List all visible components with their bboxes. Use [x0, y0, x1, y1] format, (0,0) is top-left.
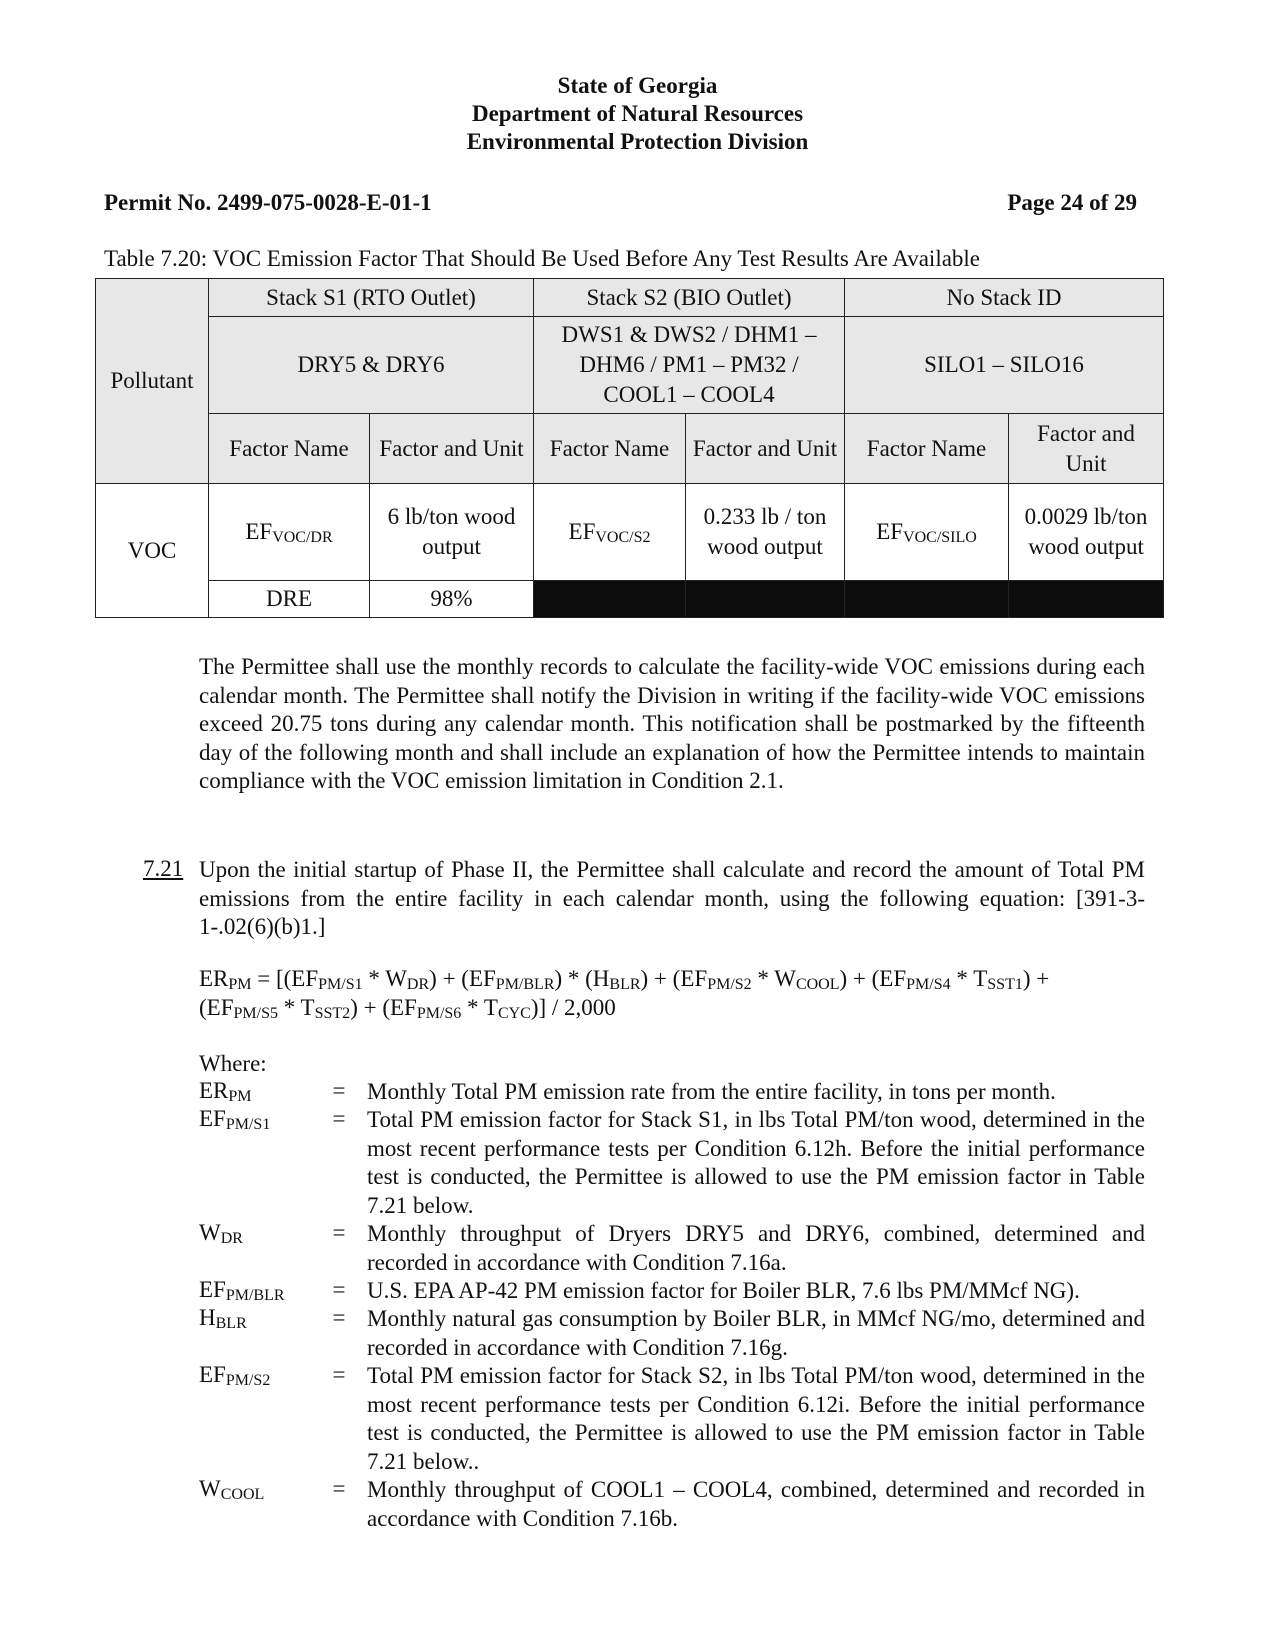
header-department: Department of Natural Resources: [471, 101, 804, 126]
equals-sign: =: [332, 1106, 346, 1131]
definition-text: Monthly Total PM emission rate from the entire facility, in tons per month.: [367, 1079, 1056, 1104]
equals-sign: =: [332, 1078, 346, 1103]
header-state: State of Georgia: [557, 73, 718, 98]
equals-sign: =: [332, 1220, 346, 1245]
factor-unit-header: Factor and Unit: [686, 414, 845, 484]
stack-s1-sources: DRY5 & DRY6: [209, 317, 534, 414]
permit-number: Permit No. 2499-075-0028-E-01-1: [104, 190, 432, 215]
factor-name-header: Factor Name: [209, 414, 370, 484]
definition-text: Total PM emission factor for Stack S2, in lbs Total PM/ton wood, determined in the most recent performance tests per Condition 6.12i. Before the initial performance test is conducted, the Permittee is allowed to use the PM emission factor in Table 7.21 below..: [367, 1363, 1145, 1474]
definition-term: $W_{DR}$: [199, 1220, 243, 1247]
voc-emission-table: [95, 278, 1164, 618]
definition-term: $EF_{PM/S1}$: [199, 1106, 271, 1133]
equals-sign: =: [332, 1305, 346, 1330]
condition-number: 7.21: [143, 856, 184, 881]
dre-value: 98%: [370, 581, 534, 618]
voc-notification-paragraph: The Permittee shall use the monthly records to calculate the facility-wide VOC emissions during each calendar month. The Permittee shall notify the Division in writing if the facility-wide VOC emissions exceed 20.75 tons during any calendar month. This notification shall be postmarked by the fifteenth day of the following month and shall include an explanation of how the Permittee intends to maintain compliance with the VOC emission limitation in Condition 2.1.: [199, 654, 1145, 794]
definition-term: $W_{COOL}$: [199, 1476, 265, 1503]
definition-term: $EF_{PM/S2}$: [199, 1362, 271, 1389]
s1-factor-value: 6 lb/ton wood output: [370, 484, 534, 581]
header-division: Environmental Protection Division: [466, 129, 809, 154]
factor-unit-header: Factor and Unit: [1009, 414, 1164, 484]
s1-factor-name: $EF_{VOC/DR}$: [209, 484, 370, 581]
definition-term: $EF_{PM/BLR}$: [199, 1277, 285, 1304]
stack-s1-header: Stack S1 (RTO Outlet): [209, 279, 534, 317]
stack-s2-sources: DWS1 & DWS2 / DHM1 – DHM6 / PM1 – PM32 / COOL1 – COOL4: [534, 317, 845, 414]
pollutant-header: Pollutant: [96, 279, 209, 484]
factor-unit-header: Factor and Unit: [370, 414, 534, 484]
definition-text: Total PM emission factor for Stack S1, in lbs Total PM/ton wood, determined in the most recent performance tests per Condition 6.12h. Before the initial performance test is conducted, the Permittee is allowed to use the PM emission factor in Table 7.21 below.: [367, 1107, 1145, 1218]
s2-factor-value: 0.233 lb / ton wood output: [686, 484, 845, 581]
dre-label: DRE: [209, 581, 370, 618]
s2-factor-name: $EF_{VOC/S2}$: [534, 484, 686, 581]
factor-name-header: Factor Name: [534, 414, 686, 484]
equals-sign: =: [332, 1362, 346, 1387]
where-label: Where:: [199, 1051, 267, 1076]
s3-factor-name: $EF_{VOC/SILO}$: [845, 484, 1009, 581]
table-caption: Table 7.20: VOC Emission Factor That Should Be Used Before Any Test Results Are Available: [104, 246, 981, 271]
equals-sign: =: [332, 1476, 346, 1501]
equation-line-1: $ER_{PM} = [(EF_{PM/S1} * W_{DR}) + (EF_{PM/BLR}) * (H_{BLR}) + (EF_{PM/S2} * W_{COOL}) + (EF_{PM/S4} * T_{SST1})$ +: [199, 966, 1050, 993]
blacked-out-cell: [686, 581, 845, 618]
condition-text: Upon the initial startup of Phase II, the Permittee shall calculate and record the amount of Total PM emissions from the entire facility in each calendar month, using the following equation: [391-3-1-.02(6)(b)1.]: [199, 857, 1145, 940]
no-stack-sources: SILO1 – SILO16: [845, 317, 1164, 414]
definition-text: U.S. EPA AP-42 PM emission factor for Boiler BLR, 7.6 lbs PM/MMcf NG).: [367, 1278, 1080, 1303]
factor-name-header: Factor Name: [845, 414, 1009, 484]
stack-s2-header: Stack S2 (BIO Outlet): [534, 279, 845, 317]
s3-factor-value: 0.0029 lb/ton wood output: [1009, 484, 1164, 581]
page-number: Page 24 of 29: [1007, 190, 1137, 215]
equals-sign: =: [332, 1277, 346, 1302]
definition-text: Monthly natural gas consumption by Boiler BLR, in MMcf NG/mo, determined and recorded in accordance with Condition 7.16g.: [367, 1306, 1145, 1360]
pollutant-voc: VOC: [96, 484, 209, 618]
definition-text: Monthly throughput of COOL1 – COOL4, combined, determined and recorded in accordance with Condition 7.16b.: [367, 1477, 1145, 1531]
equation-line-2: $(EF_{PM/S5} * T_{SST2}) + (EF_{PM/S6} * T_{CYC})] / 2,000$: [199, 995, 616, 1022]
definition-term: $H_{BLR}$: [199, 1305, 247, 1332]
blacked-out-cell: [1009, 581, 1164, 618]
blacked-out-cell: [534, 581, 686, 618]
definition-text: Monthly throughput of Dryers DRY5 and DRY6, combined, determined and recorded in accordance with Condition 7.16a.: [367, 1221, 1145, 1275]
definition-term: $ER_{PM}$: [199, 1078, 252, 1105]
no-stack-header: No Stack ID: [845, 279, 1164, 317]
blacked-out-cell: [845, 581, 1009, 618]
